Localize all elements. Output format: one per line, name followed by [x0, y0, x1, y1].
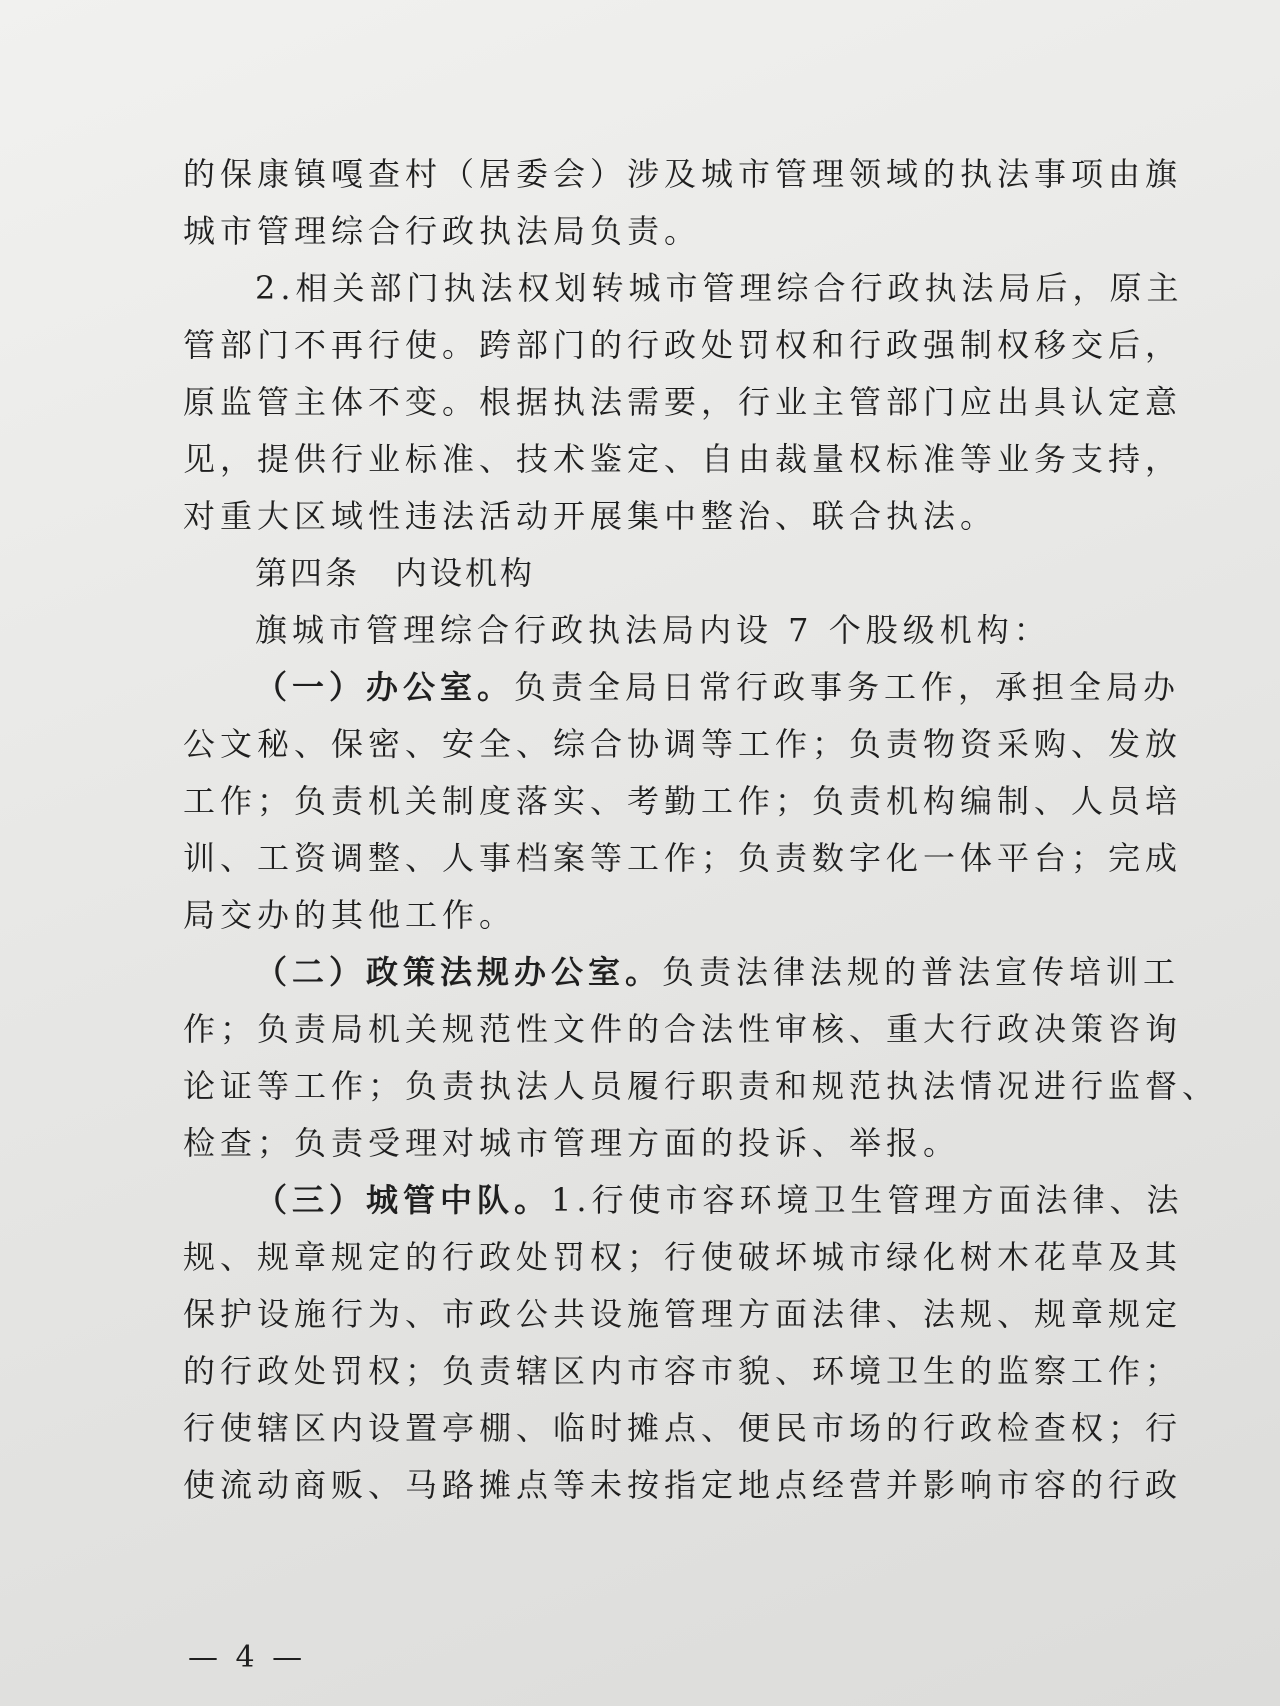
text-line: 行使辖区内设置亭棚、临时摊点、便民市场的行政检查权；行 [183, 1409, 1183, 1447]
section-line [183, 659, 1181, 716]
section-line [183, 944, 1181, 1001]
text-line: 公文秘、保密、安全、综合协调等工作；负责物资采购、发放 [183, 725, 1183, 763]
text-line: 2.相关部门执法权划转城市管理综合行政执法局后，原主 [255, 269, 1184, 307]
section-title: （一）办公室。 [255, 668, 515, 706]
article-heading: 第四条 内设机构 [255, 554, 536, 592]
text-line: 对重大区域性违法活动开展集中整治、联合执法。 [183, 497, 998, 535]
text-line: 使流动商贩、马路摊点等未按指定地点经营并影响市容的行政 [183, 1466, 1183, 1504]
document-body [183, 146, 1220, 1514]
section-title: （二）政策法规办公室。 [255, 953, 663, 991]
text-line: 管部门不再行使。跨部门的行政处罚权和行政强制权移交后， [183, 326, 1183, 364]
text-line: 训、工资调整、人事档案等工作；负责数字化一体平台；完成 [183, 839, 1183, 877]
text-line: 保护设施行为、市政公共设施管理方面法律、法规、规章规定 [183, 1295, 1183, 1333]
text-line: 原监管主体不变。根据执法需要，行业主管部门应出具认定意 [183, 383, 1183, 421]
section-text: 负责法律法规的普法宣传培训工 [662, 953, 1181, 991]
text-line: 旗城市管理综合行政执法局内设 7 个股级机构： [255, 611, 1051, 649]
section-text: 负责全局日常行政事务工作，承担全局办 [514, 668, 1181, 706]
page-number: — 4 — [188, 1640, 307, 1675]
text-line: 的行政处罚权；负责辖区内市容市貌、环境卫生的监察工作； [183, 1352, 1183, 1390]
section-title: （三）城管中队。 [255, 1181, 552, 1219]
text-line: 检查；负责受理对城市管理方面的投诉、举报。 [183, 1124, 961, 1162]
text-line: 见，提供行业标准、技术鉴定、自由裁量权标准等业务支持， [183, 440, 1183, 478]
text-line: 论证等工作；负责执法人员履行职责和规范执法情况进行监督、 [183, 1067, 1220, 1105]
text-line: 工作；负责机关制度落实、考勤工作；负责机构编制、人员培 [183, 782, 1183, 820]
text-line: 局交办的其他工作。 [183, 896, 517, 934]
text-line: 作；负责局机关规范性文件的合法性审核、重大行政决策咨询 [183, 1010, 1183, 1048]
text-line: 的保康镇嘎查村（居委会）涉及城市管理领域的执法事项由旗 [183, 155, 1183, 193]
text-line: 城市管理综合行政执法局负责。 [183, 212, 702, 250]
text-line: 规、规章规定的行政处罚权；行使破坏城市绿化树木花草及其 [183, 1238, 1183, 1276]
section-text: 1.行使市容环境卫生管理方面法律、法 [551, 1181, 1184, 1219]
section-line [183, 1172, 1184, 1229]
